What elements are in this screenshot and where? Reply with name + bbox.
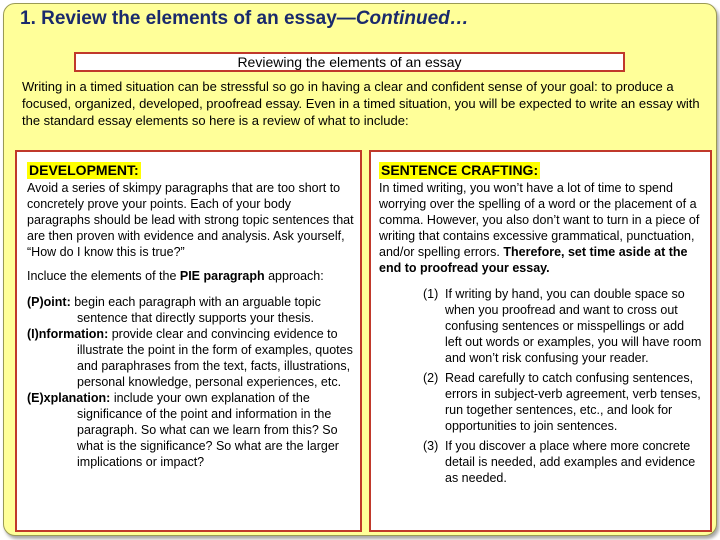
pie-intro-post: approach: [264,269,324,283]
development-body: Avoid a series of skimpy paragraphs that are too short to concretely prove your points. Each of your body paragraphs should be lead with strong topic sentences that are then proven with evidence and analysis. Ask yourself, “How do I know this is true?” [27,181,354,259]
slide-background [3,3,717,536]
pie-explanation-label: (E)xplanation: [27,391,111,405]
pie-explanation-text: include your own explanation of the significance of the point and information in the paragraph. So what can we learn from this? So what is the significance? So what are the larger implications or impact? [77,391,339,469]
pie-information-text: provide clear and convincing evidence to illustrate the point in the form of examples, quotes and paraphrases from the text, facts, illustrations, personal knowledge, personal experiences, etc. [77,327,353,389]
list-item-text: Read carefully to catch confusing sentences, errors in subject-verb agreement, verb tenses, run together sentences, etc., and look for opportunities to join sentences. [445,371,701,433]
sentence-crafting-body-text: In timed writing, you won’t have a lot of time to spend worrying over the spelling of a word or the placement of a comma. However, you also don’t want to turn in a piece of writing that contains excessive grammatical, punctuation, and/or spelling errors. [379,181,700,259]
list-item [379,370,704,434]
list-item-text: If writing by hand, you can double space so when you proofread and want to cross out confusing sentences or misspellings or add left out words or examples, you will have room and won’t risk confusing your reader. [445,287,702,365]
list-item [379,438,704,486]
page-title [20,8,469,30]
list-item [379,286,704,366]
sentence-crafting-heading: SENTENCE CRAFTING: [381,162,539,178]
sentence-crafting-body [379,180,704,276]
list-item-text: If you discover a place where more concrete detail is needed, add examples and evidence as needed. [445,439,696,485]
pie-point-text: begin each paragraph with an arguable topic sentence that directly supports your thesis. [70,295,321,325]
sentence-crafting-panel [369,150,712,532]
pie-point-item [27,294,354,326]
pie-point-label: (P)oint: [27,295,71,309]
sentence-crafting-body-bold: Therefore, set time aside at the end to proofread your essay. [379,245,688,275]
title-continued: Continued… [355,8,469,29]
list-item-number: (2) [423,371,439,385]
pie-intro-pre: Incluce the elements of the [27,269,180,283]
pie-explanation-item [27,390,354,470]
pie-information-label: (I)nformation: [27,327,109,341]
pie-information-item [27,326,354,390]
development-panel [15,150,362,532]
title-main: 1. Review the elements of an essay— [20,8,356,29]
pie-intro-bold: PIE paragraph [179,269,265,283]
intro-paragraph: Writing in a timed situation can be stressful so go in having a clear and confident sense of your goal: to produce a focused, organized, developed, proofread essay. Even in a timed situation, you will be expected to write an essay with the standard essay elements so here is a review of what to include: [22,79,700,128]
section-banner: Reviewing the elements of an essay [74,52,625,72]
proofread-list [379,286,704,486]
pie-intro [27,268,354,284]
list-item-number: (1) [423,287,439,301]
list-item-number: (3) [423,439,439,453]
development-heading: DEVELOPMENT: [29,162,139,178]
